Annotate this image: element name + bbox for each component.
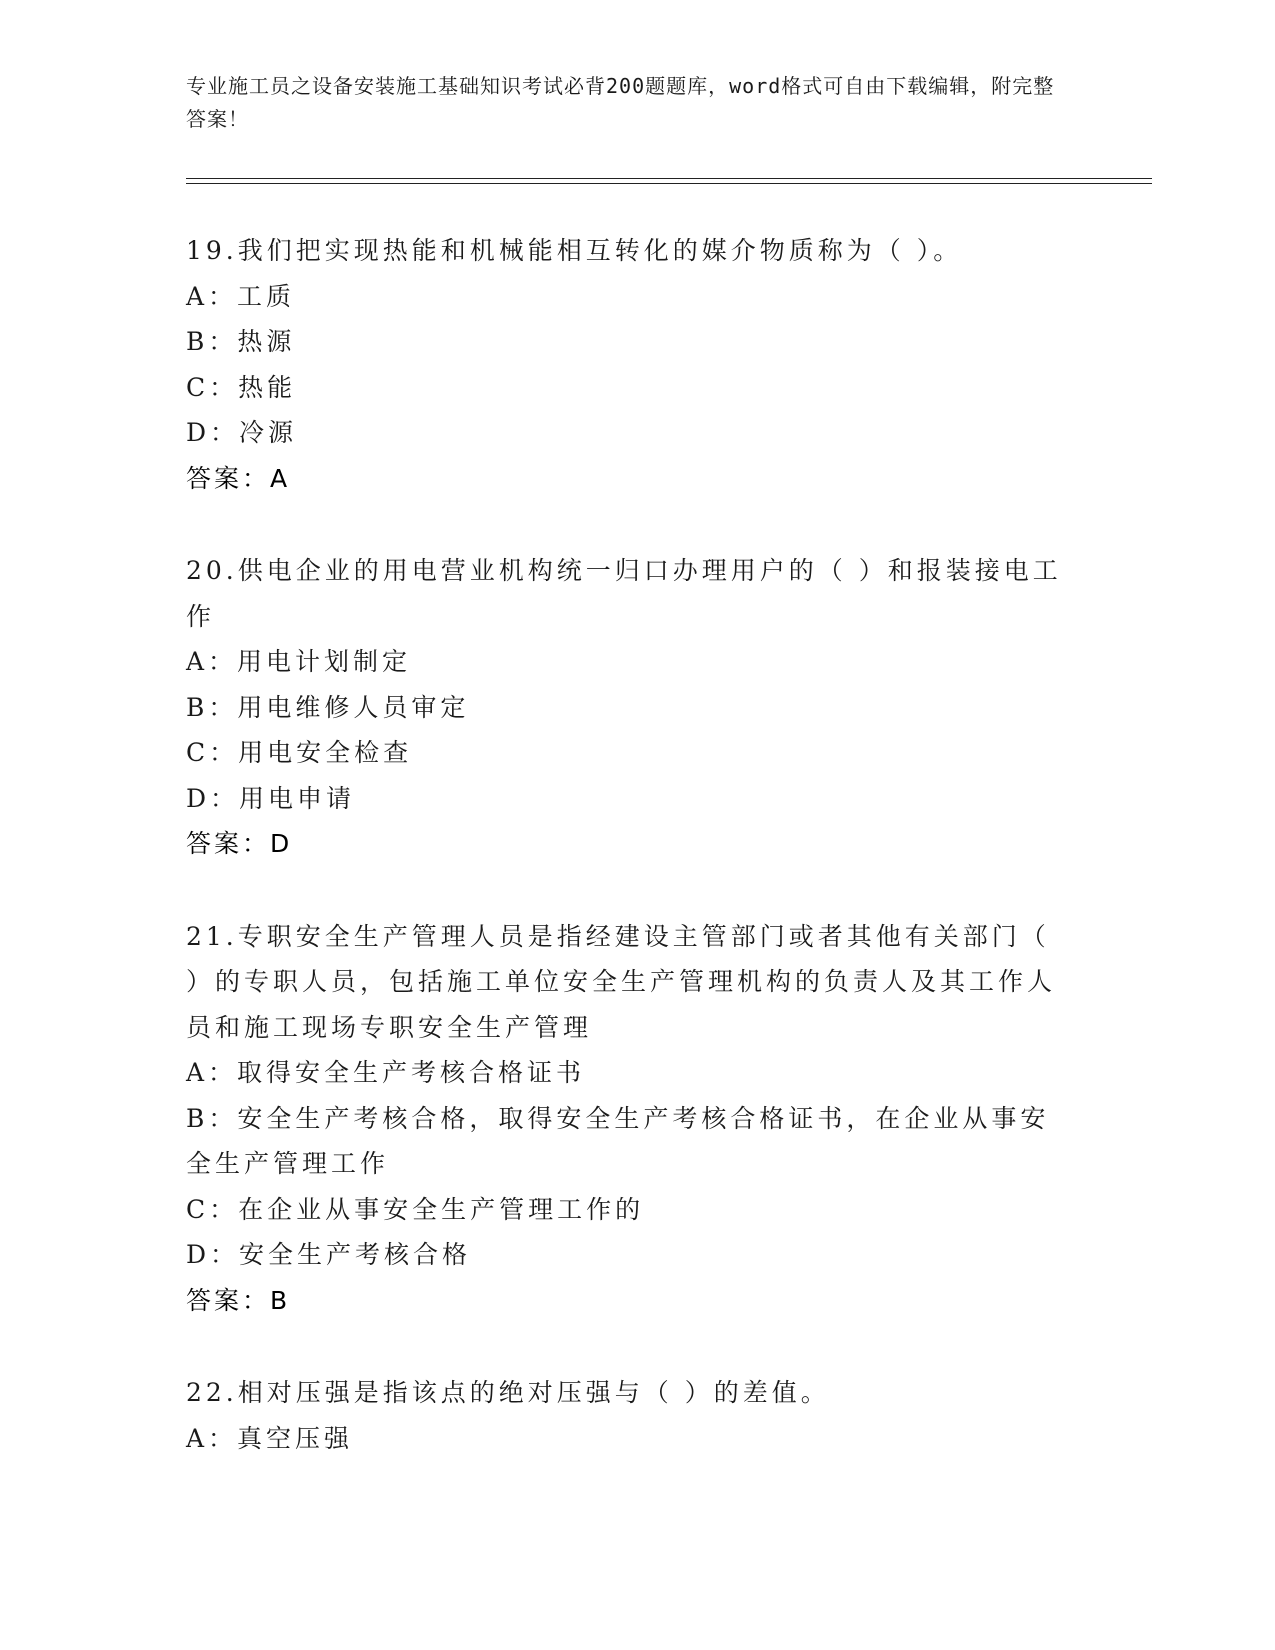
question-list [186, 228, 1066, 1508]
question-stem: 20.供电企业的用电营业机构统一归口办理用户的（ ）和报装接电工作 [186, 556, 1062, 631]
answer-line: 答案：A [186, 463, 291, 493]
question-stem: 19.我们把实现热能和机械能相互转化的媒介物质称为（ ）。 [186, 236, 963, 265]
header-divider-bottom [186, 183, 1152, 184]
option-b: B：用电维修人员审定 [186, 692, 470, 722]
header-divider-top [186, 178, 1152, 179]
answer-line: 答案：B [186, 1285, 291, 1315]
question-item [186, 914, 1066, 1324]
question-item [186, 1370, 1066, 1461]
option-d: D：冷源 [186, 418, 298, 447]
option-a: A：用电计划制定 [186, 647, 412, 676]
option-a: A：取得安全生产考核合格证书 [186, 1058, 586, 1087]
option-d: D：安全生产考核合格 [186, 1240, 472, 1269]
answer-line: 答案：D [186, 829, 293, 858]
option-b: B：热源 [186, 327, 296, 356]
option-a: A：真空压强 [186, 1423, 354, 1453]
question-stem: 22.相对压强是指该点的绝对压强与（ ）的差值。 [186, 1378, 830, 1407]
option-c: C：热能 [186, 372, 297, 402]
option-d: D：用电申请 [186, 783, 356, 813]
question-item [186, 228, 1066, 501]
option-b: B：安全生产考核合格，取得安全生产考核合格证书，在企业从事安全生产管理工作 [186, 1103, 1050, 1178]
option-a: A：工质 [186, 281, 296, 311]
question-item [186, 548, 1066, 867]
option-c: C：在企业从事安全生产管理工作的 [186, 1194, 645, 1224]
document-header: 专业施工员之设备安装施工基础知识考试必背200题题库，word格式可自由下载编辑，附完整答案！ [186, 74, 1055, 131]
option-c: C：用电安全检查 [186, 738, 413, 767]
question-stem: 21.专职安全生产管理人员是指经建设主管部门或者其他有关部门（ ）的专职人员，包括施工单位安全生产管理机构的负责人及其工作人员和施工现场专职安全生产管理 [186, 921, 1057, 1042]
